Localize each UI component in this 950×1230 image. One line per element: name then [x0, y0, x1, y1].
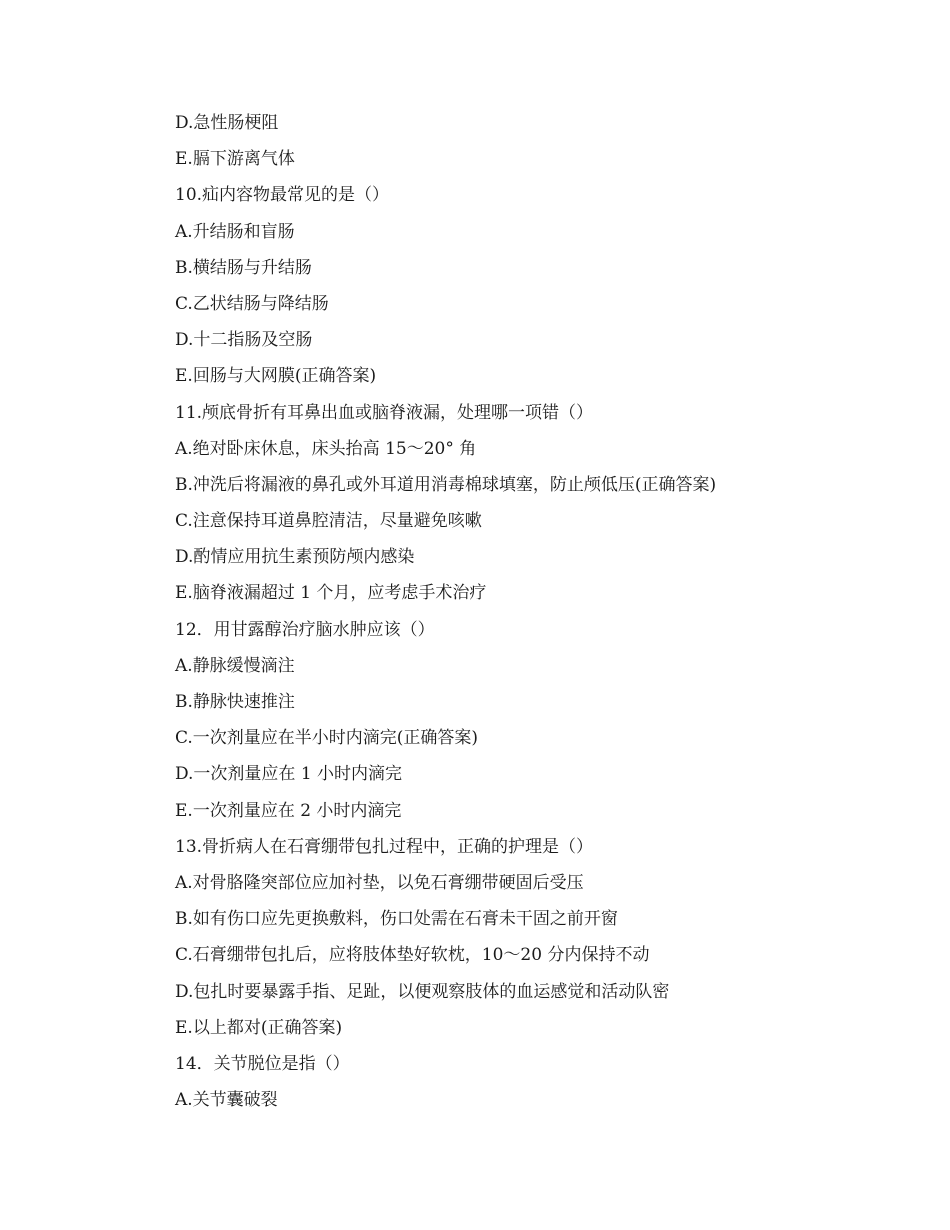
option-text: C.石膏绷带包扎后，应将肢体垫好软枕，10～20 分内保持不动 — [175, 945, 650, 966]
option-text: B.冲洗后将漏液的鼻孔或外耳道用消毒棉球填塞，防止颅低压(正确答案) — [175, 474, 717, 495]
option-text: A.静脉缓慢滴注 — [175, 655, 295, 676]
question-text: 13.骨折病人在石膏绷带包扎过程中，正确的护理是（） — [175, 836, 594, 857]
option-text: E.一次剂量应在 2 小时内滴完 — [175, 800, 402, 821]
option-text: D.一次剂量应在 1 小时内滴完 — [175, 764, 403, 785]
question-text: 14．关节脱位是指（） — [175, 1053, 350, 1074]
option-text: A.对骨胳隆突部位应加衬垫，以免石膏绷带硬固后受压 — [175, 872, 584, 893]
option-text: D.包扎时要暴露手指、足趾，以便观察肢体的血运感觉和活动队密 — [175, 981, 670, 1002]
option-text: A.绝对卧床休息，床头抬高 15～20° 角 — [175, 438, 477, 459]
option-text: C.一次剂量应在半小时内滴完(正确答案) — [175, 728, 479, 749]
question-text: 11.颅底骨折有耳鼻出血或脑脊液漏，处理哪一项错（） — [175, 402, 594, 423]
option-text: A.关节囊破裂 — [175, 1090, 278, 1111]
question-list — [175, 108, 895, 1121]
option-text: C.注意保持耳道鼻腔清洁，尽量避免咳嗽 — [175, 511, 482, 532]
option-text: B.静脉快速推注 — [175, 692, 295, 712]
option-text: C.乙状结肠与降结肠 — [175, 293, 329, 314]
option-text: E.回肠与大网膜(正确答案) — [175, 366, 377, 387]
option-text: E.膈下游离气体 — [175, 149, 295, 170]
option-text: A.升结肠和盲肠 — [175, 221, 295, 242]
option-text: D.酌情应用抗生素预防颅内感染 — [175, 547, 415, 568]
option-text: D.十二指肠及空肠 — [175, 330, 313, 351]
option-text: E.以上都对(正确答案) — [175, 1017, 343, 1038]
option-text: B.横结肠与升结肠 — [175, 257, 312, 278]
option-text: E.脑脊液漏超过 1 个月，应考虑手术治疗 — [175, 583, 487, 604]
question-text: 12．用甘露醇治疗脑水肿应该（） — [175, 619, 435, 640]
question-text: 10.疝内容物最常见的是（） — [175, 185, 390, 206]
option-text: D.急性肠梗阻 — [175, 113, 279, 133]
option-text: B.如有伤口应先更换敷料，伤口处需在石膏未干固之前开窗 — [175, 909, 618, 930]
